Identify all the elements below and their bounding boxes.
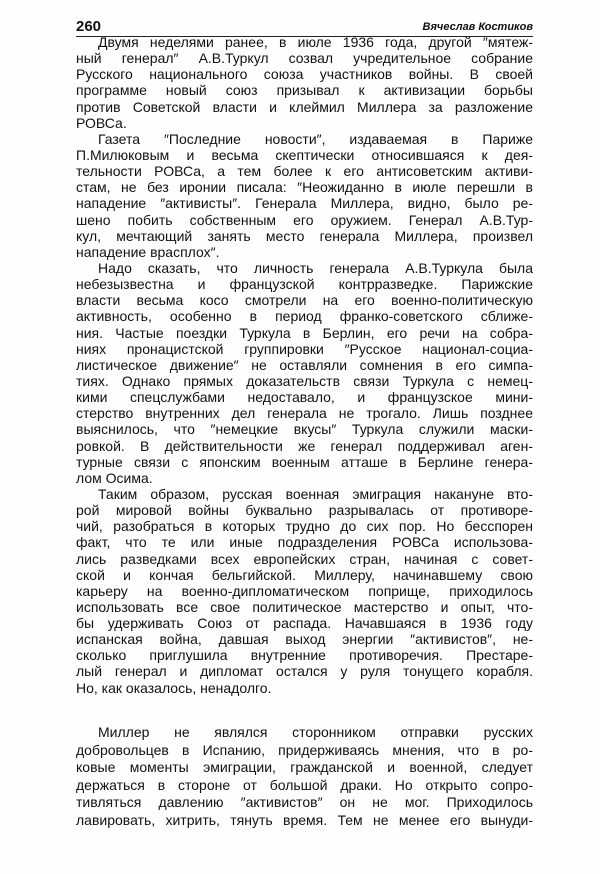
text-line: небезызвестна и французской контрразведке. Парижские [76,276,533,293]
text-line: Надо сказать, что личность генерала А.В.Туркула была [98,259,533,276]
text-line: тивляться давлению ″активистов″ он не мог. Приходилось [76,794,533,810]
text-line: лый генерал и дипломат остался у руля тонущего корабля. [76,663,533,680]
text-line: РОВСа. [76,114,127,131]
text-line: лом Осима. [76,469,153,486]
text-line: ской и кончая бельгийской. Миллеру, начинавшему свою [76,566,533,583]
text-line: стерство внутренних дел генерала не трогало. Лишь позднее [76,405,533,422]
text-line: активность, особенно в период франко-советского сближе- [76,308,533,325]
text-line: ния. Частые поездки Туркула в Берлин, его речи на собра- [76,324,533,341]
text-line: листическое движение″ не оставляли сомнения в его симпа- [76,356,533,373]
text-line: шено побить собственным его оружием. Генерал А.В.Тур- [76,211,533,228]
text-line: кул, мечтающий занять место генерала Миллера, произвел [76,227,533,244]
text-line: Двумя неделями ранее, в июле 1936 года, другой ″мятеж- [98,34,533,50]
text-line: бы удерживать Союз от распада. Начавшаяся в 1936 году [76,615,533,632]
text-line: нападение врасплох″. [76,243,220,260]
text-line: выяснилось, что ″немецкие вкусы″ Туркула служили маски- [76,421,533,438]
page-number: 260 [76,18,102,35]
text-line: Русского национального союза участников войны. В своей [76,66,533,83]
text-line: держаться в стороне от большой драки. Но открыто сопро- [76,776,533,793]
text-line: добровольцев в Испанию, придерживаясь мнения, что в ро- [76,741,533,758]
text-line: власти весьма косо смотрели на его военно-политическую [76,292,533,309]
text-line: кими спецслужбами недоставало, и французское мини- [76,389,533,406]
text-line: ковые моменты эмиграции, гражданской и военной, следует [76,759,533,775]
text-line: факт, что те или иные подразделения РОВСа использова- [76,534,533,551]
body-text [76,34,533,696]
text-line: Миллер не являлся сторонником отправки русских [98,724,533,740]
text-line: карьеру на военно-дипломатическом поприще, приходилось [76,582,533,599]
text-line: стам, не без иронии писала: ″Неожиданно в июле перешли в [76,179,533,196]
text-line: лавировать, хитрить, тянуть время. Тем не менее его вынуди- [76,811,533,828]
text-line: ный генерал″ А.В.Туркул созвал учредительное собрание [76,50,533,67]
paragraph [76,34,533,131]
text-line: ровкой. В действительности же генерал поддерживал аген- [76,437,533,454]
text-line: Таким образом, русская военная эмиграция накануне вто- [98,485,533,502]
paragraph [76,724,533,829]
text-line: сколько приглушила внутренние противоречия. Престаре- [76,647,533,664]
text-line: рой мировой войны буквально разрывалась от противоре- [76,502,533,519]
text-line: П.Милюковым и весьма скептически относившаяся к дея- [76,146,533,163]
text-line: ниях пронацистской группировки ″Русское национал-социа- [76,340,533,357]
text-line: испанская война, давшая выход энергии ″активистов″, не- [76,631,533,648]
text-line: Но, как оказалось, ненадолго. [76,679,272,696]
paragraph [76,260,533,486]
text-line: чий, разобраться в которых трудно до сих пор. Но бесспорен [76,518,533,535]
text-line: тельности РОВСа, а тем более к его антисоветским активи- [76,163,533,180]
text-line: нападение ″активисты″. Генерала Миллера, видно, было ре- [76,195,533,212]
text-line: тиях. Однако прямых доказательств связи Туркула с немец- [76,372,533,389]
text-line: программе новый союз призывал к активизации борьбы [76,82,533,99]
text-line: лись разведками всех европейских стран, начиная с совет- [76,550,533,567]
text-line: Газета ″Последние новости″, издаваемая в Париже [98,130,533,147]
paragraph [76,486,533,696]
text-line: против Советской власти и клеймил Миллера за разложение [76,98,533,115]
body-text-after-break [76,724,533,829]
running-header-author: Вячеслав Костиков [422,21,533,33]
paragraph [76,131,533,260]
text-line: турные связи с японским военным атташе в Берлине генера- [76,453,533,470]
text-line: использовать все свое политическое мастерство и опыт, что- [76,598,533,615]
